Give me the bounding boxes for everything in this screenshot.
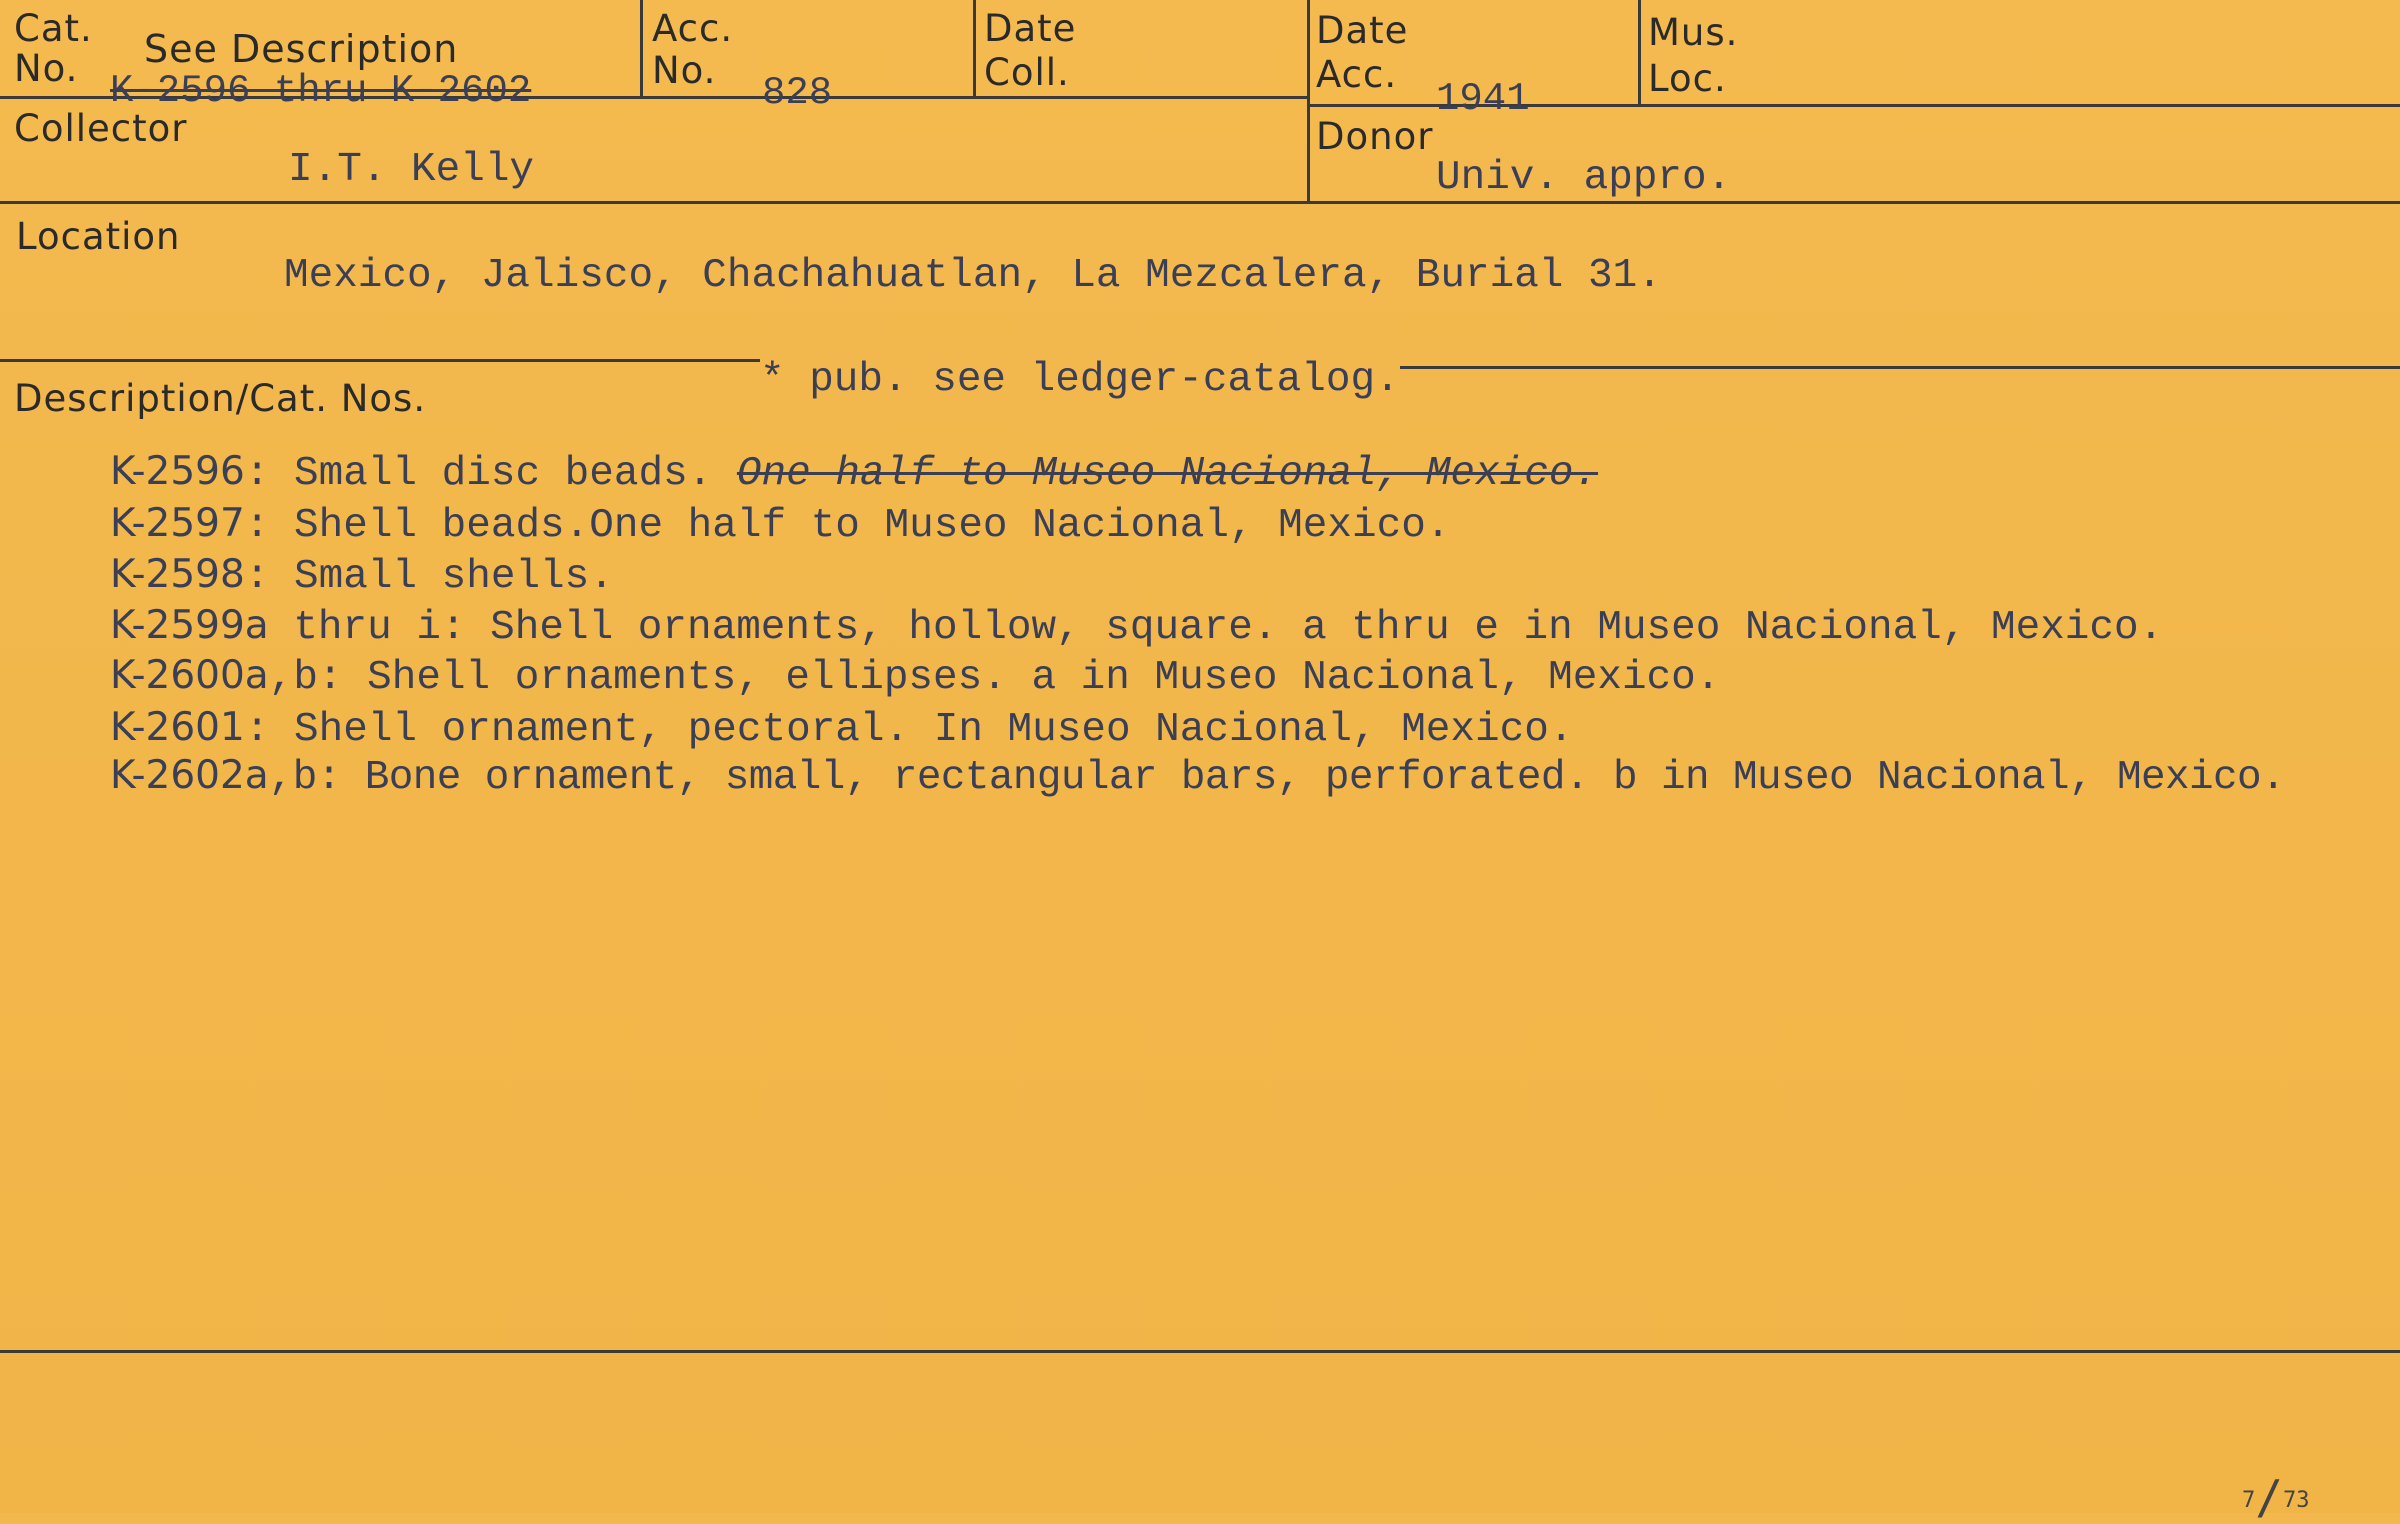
donor-value: Univ. appro. [1436,155,1732,201]
coll-label: Coll. [984,51,1070,94]
description-text: ,b: Bone ornament, small, rectangular bars, perforated. b in Museo Nacional, Mexico. [268,755,2286,801]
print-code [2242,1470,2309,1524]
cat-number: K-2597 [110,501,245,546]
description-text: ,b: Shell ornaments, ellipses. a in Museo Nacional, Mexico. [268,655,1721,701]
loc-label: Loc. [1648,57,1727,100]
see-description-note: See Description [144,27,459,71]
description-text: : Small disc beads. [244,451,737,497]
description-label: Description/Cat. Nos. [14,377,427,420]
struck-text: One half to Museo Nacional, Mexico. [736,451,1599,497]
collector-bottom-rule [0,201,2400,204]
v-rule-3 [1307,0,1310,204]
description-line-k2597 [110,501,1451,549]
cat-no-typed: K-2596 thru K-2602 [110,69,532,113]
date-acc-label: Date [1316,9,1409,52]
mus-label: Mus. [1648,11,1739,54]
no-label: No. [14,47,79,90]
location-label: Location [16,215,181,258]
description-line-k2599 [110,603,2164,651]
pub-note: * pub. see ledger-catalog. [760,357,1400,403]
description-line-k2600 [110,653,1721,701]
print-code-left: 7 [2242,1488,2256,1513]
cat-label: Cat. [14,7,93,50]
location-value: Mexico, Jalisco, Chachahuatlan, La Mezcalera, Burial 31. [284,253,1662,299]
v-rule-1 [640,0,643,96]
description-line-k2598 [110,552,614,600]
description-text: : Small shells. [244,554,614,600]
description-text: : Shell ornament, pectoral. In Museo Nacional, Mexico. [244,707,1574,753]
description-bottom-rule [0,1350,2400,1353]
slash-mark: / [2255,1470,2283,1524]
acc-no-label: No. [652,49,717,92]
cat-number: K-2598 [110,552,245,597]
acc-label: Acc. [652,7,734,50]
collector-value: I.T. Kelly [288,147,535,193]
description-line-k2596 [110,449,1599,497]
date-acc-value: 1941 [1436,77,1530,121]
print-code-right: 73 [2282,1488,2310,1513]
description-line-k2601 [110,705,1574,753]
location-bottom-rule-left [0,359,760,362]
v-rule-2 [973,0,976,96]
cat-number: K-2600a [110,653,269,698]
description-line-k2602 [110,753,2286,801]
donor-label: Donor [1316,115,1434,158]
cat-number: K-2602a [110,753,269,798]
acc2-label: Acc. [1316,53,1398,96]
location-bottom-rule-right [1400,366,2400,369]
collector-label: Collector [14,107,188,150]
cat-number: K-2601 [110,705,245,750]
date-coll-label-1: Date [984,7,1077,50]
cat-number: K-2599a [110,603,269,648]
acc-no-value: 828 [762,71,833,115]
cat-number: K-2596 [110,449,245,494]
description-text: : Shell beads.One half to Museo Nacional, Mexico. [244,503,1451,549]
description-text: thru i: Shell ornaments, hollow, square. a thru e in Museo Nacional, Mexico. [268,605,2164,651]
v-rule-4 [1638,0,1641,104]
